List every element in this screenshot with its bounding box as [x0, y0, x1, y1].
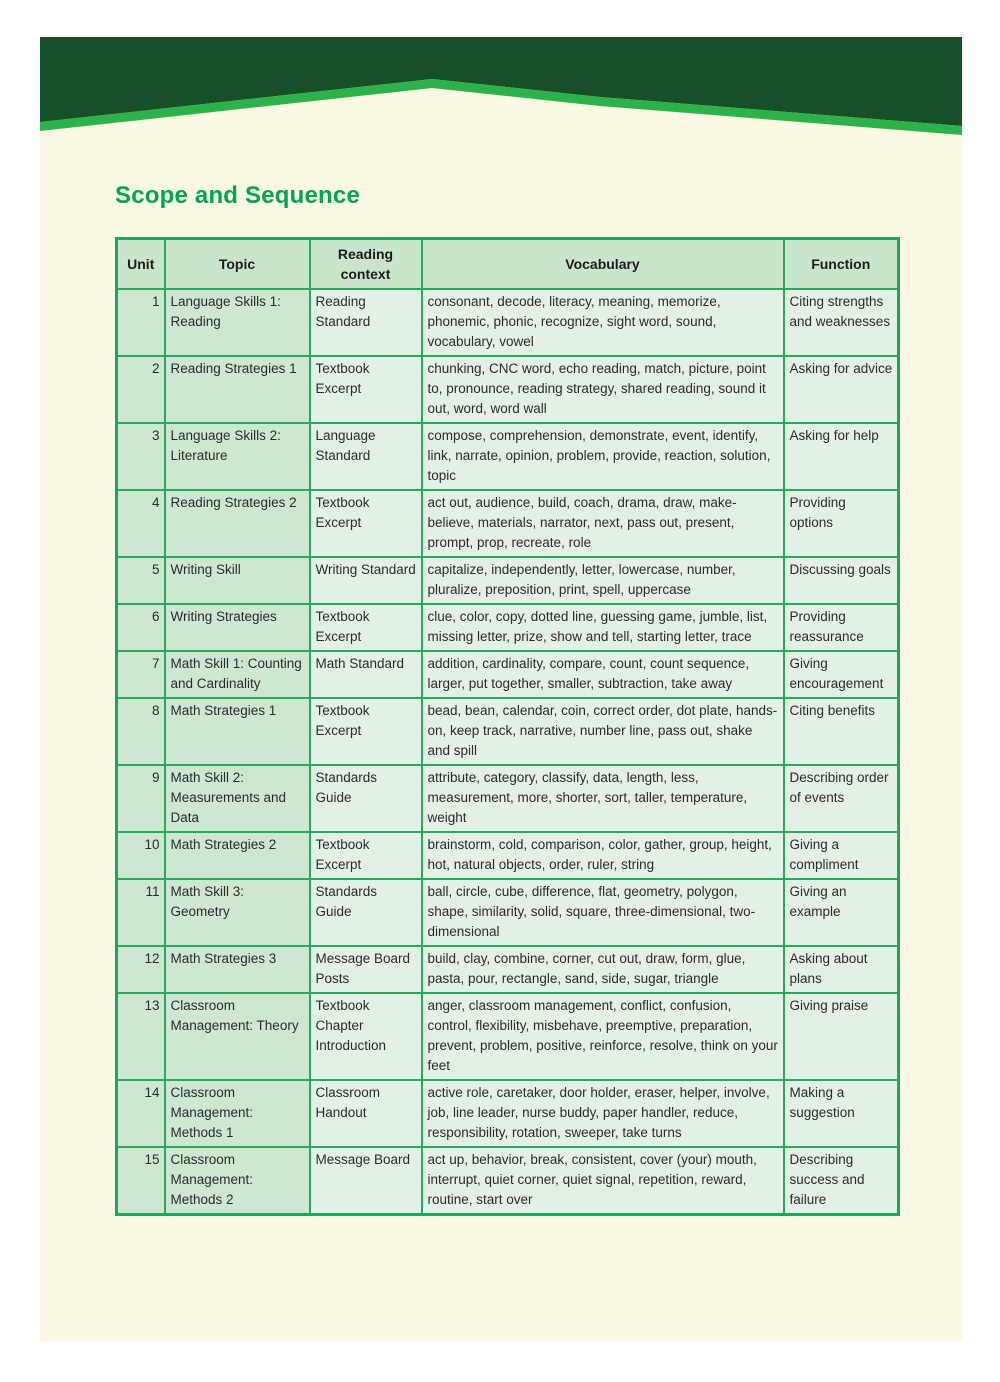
cell-topic: Math Strategies 2	[165, 832, 310, 879]
cell-vocabulary: clue, color, copy, dotted line, guessing game, jumble, list, missing letter, prize, show and tell, starting letter, trace	[422, 604, 784, 651]
col-header-function: Function	[784, 239, 899, 290]
cell-topic: Language Skills 1: Reading	[165, 289, 310, 356]
cell-unit: 15	[117, 1147, 165, 1215]
cell-reading-context: Textbook Excerpt	[310, 698, 422, 765]
cell-function: Citing benefits	[784, 698, 899, 765]
cell-unit: 2	[117, 356, 165, 423]
cell-topic: Language Skills 2: Literature	[165, 423, 310, 490]
cell-unit: 3	[117, 423, 165, 490]
cell-vocabulary: addition, cardinality, compare, count, count sequence, larger, put together, smaller, subtraction, take away	[422, 651, 784, 698]
cell-unit: 9	[117, 765, 165, 832]
cell-reading-context: Message Board Posts	[310, 946, 422, 993]
table-row	[117, 651, 899, 698]
cell-topic: Classroom Management: Methods 1	[165, 1080, 310, 1147]
cell-function: Describing order of events	[784, 765, 899, 832]
table-row	[117, 946, 899, 993]
document-page	[40, 37, 962, 1341]
cell-vocabulary: active role, caretaker, door holder, eraser, helper, involve, job, line leader, nurse buddy, paper handler, reduce, responsibility, rotation, sweeper, take turns	[422, 1080, 784, 1147]
cell-topic: Classroom Management: Theory	[165, 993, 310, 1080]
cell-vocabulary: compose, comprehension, demonstrate, event, identify, link, narrate, opinion, problem, provide, reaction, solution, topic	[422, 423, 784, 490]
cell-topic: Classroom Management: Methods 2	[165, 1147, 310, 1215]
cell-function: Giving praise	[784, 993, 899, 1080]
cell-unit: 8	[117, 698, 165, 765]
cell-unit: 5	[117, 557, 165, 604]
col-header-unit: Unit	[117, 239, 165, 290]
cell-vocabulary: chunking, CNC word, echo reading, match, picture, point to, pronounce, reading strategy, shared reading, sound it out, word, word wall	[422, 356, 784, 423]
cell-reading-context: Textbook Excerpt	[310, 832, 422, 879]
cell-vocabulary: attribute, category, classify, data, length, less, measurement, more, shorter, sort, taller, temperature, weight	[422, 765, 784, 832]
cell-topic: Writing Strategies	[165, 604, 310, 651]
cell-reading-context: Standards Guide	[310, 765, 422, 832]
cell-reading-context: Language Standard	[310, 423, 422, 490]
banner-graphic	[40, 37, 962, 137]
col-header-reading-context: Reading context	[310, 239, 422, 290]
scope-sequence-table	[115, 237, 900, 1216]
table-row	[117, 879, 899, 946]
cell-unit: 14	[117, 1080, 165, 1147]
table-row	[117, 289, 899, 356]
cell-unit: 10	[117, 832, 165, 879]
table-row	[117, 557, 899, 604]
cell-function: Providing options	[784, 490, 899, 557]
cell-reading-context: Math Standard	[310, 651, 422, 698]
cell-unit: 12	[117, 946, 165, 993]
header-row	[117, 239, 899, 290]
cell-reading-context: Textbook Excerpt	[310, 490, 422, 557]
cell-function: Providing reassurance	[784, 604, 899, 651]
cell-vocabulary: act out, audience, build, coach, drama, draw, make-believe, materials, narrator, next, pass out, present, prompt, prop, recreate, role	[422, 490, 784, 557]
col-header-topic: Topic	[165, 239, 310, 290]
cell-unit: 6	[117, 604, 165, 651]
cell-vocabulary: act up, behavior, break, consistent, cover (your) mouth, interrupt, quiet corner, quiet signal, repetition, reward, routine, start over	[422, 1147, 784, 1215]
cell-vocabulary: build, clay, combine, corner, cut out, draw, form, glue, pasta, pour, rectangle, sand, side, sugar, triangle	[422, 946, 784, 993]
cell-topic: Math Strategies 1	[165, 698, 310, 765]
cell-topic: Math Skill 2: Measurements and Data	[165, 765, 310, 832]
cell-vocabulary: bead, bean, calendar, coin, correct order, dot plate, hands-on, keep track, narrative, number line, pass out, shake and spill	[422, 698, 784, 765]
cell-topic: Math Strategies 3	[165, 946, 310, 993]
table-row	[117, 604, 899, 651]
cell-reading-context: Reading Standard	[310, 289, 422, 356]
page-title: Scope and Sequence	[115, 182, 361, 209]
table-row	[117, 1080, 899, 1147]
cell-function: Giving an example	[784, 879, 899, 946]
table-row	[117, 490, 899, 557]
table-row	[117, 1147, 899, 1215]
cell-function: Discussing goals	[784, 557, 899, 604]
table-row	[117, 698, 899, 765]
table-row	[117, 765, 899, 832]
cell-vocabulary: consonant, decode, literacy, meaning, memorize, phonemic, phonic, recognize, sight word, sound, vocabulary, vowel	[422, 289, 784, 356]
table-body	[117, 289, 899, 1215]
cell-unit: 11	[117, 879, 165, 946]
cell-reading-context: Textbook Excerpt	[310, 604, 422, 651]
cell-topic: Reading Strategies 1	[165, 356, 310, 423]
cell-topic: Math Skill 1: Counting and Cardinality	[165, 651, 310, 698]
cell-unit: 4	[117, 490, 165, 557]
table-row	[117, 993, 899, 1080]
table-header	[117, 239, 899, 290]
cell-reading-context: Standards Guide	[310, 879, 422, 946]
cell-unit: 1	[117, 289, 165, 356]
cell-topic: Math Skill 3: Geometry	[165, 879, 310, 946]
cell-vocabulary: brainstorm, cold, comparison, color, gather, group, height, hot, natural objects, order, ruler, string	[422, 832, 784, 879]
cell-function: Asking for help	[784, 423, 899, 490]
cell-vocabulary: ball, circle, cube, difference, flat, geometry, polygon, shape, similarity, solid, square, three-dimensional, two-dimensional	[422, 879, 784, 946]
cell-function: Giving encouragement	[784, 651, 899, 698]
cell-unit: 13	[117, 993, 165, 1080]
table-row	[117, 423, 899, 490]
cell-reading-context: Classroom Handout	[310, 1080, 422, 1147]
cell-function: Asking for advice	[784, 356, 899, 423]
cell-reading-context: Textbook Chapter Introduction	[310, 993, 422, 1080]
cell-unit: 7	[117, 651, 165, 698]
cell-function: Asking about plans	[784, 946, 899, 993]
cell-vocabulary: anger, classroom management, conflict, confusion, control, flexibility, misbehave, preemptive, preparation, prevent, problem, positive, reinforce, resolve, think on your feet	[422, 993, 784, 1080]
cell-function: Giving a compliment	[784, 832, 899, 879]
table-row	[117, 832, 899, 879]
col-header-vocabulary: Vocabulary	[422, 239, 784, 290]
cell-function: Describing success and failure	[784, 1147, 899, 1215]
cell-topic: Writing Skill	[165, 557, 310, 604]
cell-vocabulary: capitalize, independently, letter, lowercase, number, pluralize, preposition, print, spell, uppercase	[422, 557, 784, 604]
cell-function: Citing strengths and weaknesses	[784, 289, 899, 356]
cell-reading-context: Writing Standard	[310, 557, 422, 604]
cell-topic: Reading Strategies 2	[165, 490, 310, 557]
cell-function: Making a suggestion	[784, 1080, 899, 1147]
cell-reading-context: Message Board	[310, 1147, 422, 1215]
table-row	[117, 356, 899, 423]
cell-reading-context: Textbook Excerpt	[310, 356, 422, 423]
